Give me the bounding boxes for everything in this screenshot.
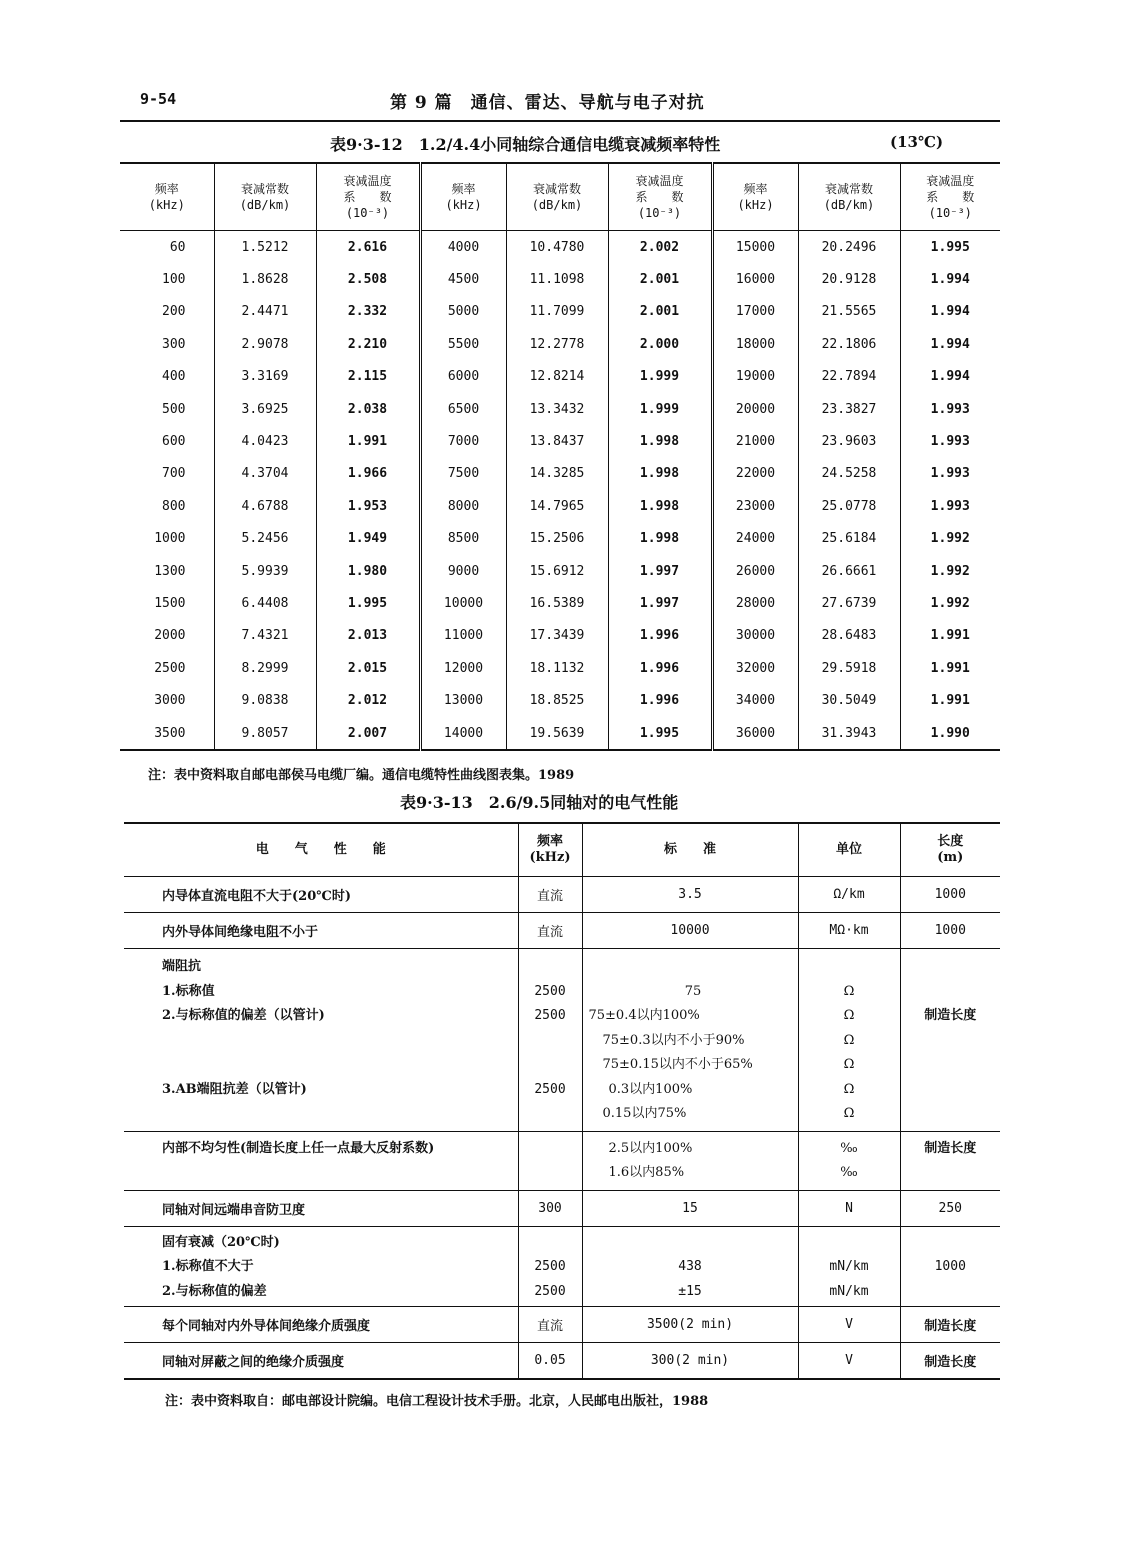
table-cell: 1.993 [900,425,1000,457]
property-cell: 端阻抗 1.标称值 2.与标称值的偏差（以管计) 3.AB端阻抗差（以管计) [124,949,518,1132]
header-unit: 单位 [798,823,900,877]
table-cell: 6500 [420,393,506,425]
table-cell: 34000 [712,684,798,716]
table-row [120,231,1000,264]
table-cell: 1.966 [316,458,420,490]
table-cell: 1.999 [608,393,712,425]
table-row [124,1343,1000,1380]
table-cell: 2.012 [316,684,420,716]
table-cell: 1.994 [900,263,1000,295]
table-cell: 20000 [712,393,798,425]
table-cell: 2.002 [608,231,712,264]
table-cell: 4.0423 [214,425,316,457]
table-cell: 200 [162,304,186,320]
table-cell: 15.6912 [506,555,608,587]
standard-cell: 15 [582,1190,798,1226]
property-cell: 固有衰减（20℃时) 1.标称值不大于 2.与标称值的偏差 [124,1226,518,1307]
table-cell: 1.5212 [214,231,316,264]
table-cell: 1.991 [900,652,1000,684]
table-row [120,523,1000,555]
table-cell: 1.991 [900,684,1000,716]
table-cell: 1.996 [608,652,712,684]
table-row [124,1307,1000,1343]
table-cell: 16.5389 [506,587,608,619]
table-cell: 14.3285 [506,458,608,490]
table-cell: 2500 [154,660,186,676]
property-cell: 同轴对间远端串音防卫度 [124,1190,518,1226]
freq-cell [518,1131,582,1190]
table-cell: 16000 [712,263,798,295]
table-cell: 1.995 [900,231,1000,264]
table-cell: 28000 [712,587,798,619]
table-cell: 28.6483 [798,620,900,652]
table-cell: 1.953 [316,490,420,522]
table-cell: 15000 [712,231,798,264]
length-cell: 1000 [900,877,1000,913]
table-cell: 1.995 [608,717,712,750]
table-row [124,913,1000,949]
table-cell: 4.6788 [214,490,316,522]
table-cell: 1.990 [900,717,1000,750]
unit-cell: Ω Ω Ω Ω Ω Ω [798,949,900,1132]
header-atten: 衰减常数 (dB/km) [798,163,900,231]
table-cell: 3500 [120,717,214,750]
table-row [120,620,1000,652]
table-cell: 29.5918 [798,652,900,684]
freq-cell: 直流 [518,877,582,913]
unit-cell: V [798,1307,900,1343]
header-length: 长度 (m) [900,823,1000,877]
table-row [120,425,1000,457]
table-cell: 4000 [420,231,506,264]
table-cell: 1.992 [900,587,1000,619]
table-cell: 1.993 [900,458,1000,490]
header-atten: 衰减常数 (dB/km) [506,163,608,231]
length-cell: 1000 [900,913,1000,949]
table-cell: 24000 [712,523,798,555]
table-cell: 17000 [712,296,798,328]
table-cell: 18000 [712,328,798,360]
header-freq: 频率 (kHz) [420,163,506,231]
table-row [120,393,1000,425]
table-cell: 11.7099 [506,296,608,328]
table-cell: 1.992 [900,523,1000,555]
table-cell: 17.3439 [506,620,608,652]
table-row [120,361,1000,393]
table-cell: 8000 [420,490,506,522]
property-cell: 内导体直流电阻不大于(20℃时) [124,877,518,913]
table-cell: 26.6661 [798,555,900,587]
coax-electrical-table [124,822,1000,1380]
property-cell: 每个同轴对内外导体间绝缘介质强度 [124,1307,518,1343]
length-cell: 制造长度 [900,1307,1000,1343]
table-cell: 3.3169 [214,361,316,393]
table-cell: 27.6739 [798,587,900,619]
standard-cell: 3.5 [582,877,798,913]
table-cell: 22000 [712,458,798,490]
table-cell: 10.4780 [506,231,608,264]
table-cell: 20.2496 [798,231,900,264]
table-cell: 8.2999 [214,652,316,684]
table-cell: 2.508 [316,263,420,295]
table-cell: 9.8057 [214,717,316,750]
table-cell: 4500 [420,263,506,295]
table-row [120,458,1000,490]
standard-cell: 2.5以内100% 1.6以内85% [582,1131,798,1190]
table-cell: 300 [162,336,186,352]
table-cell: 100 [162,272,186,288]
table-cell: 1.8628 [214,263,316,295]
freq-cell: 直流 [518,1307,582,1343]
table-cell: 19000 [712,361,798,393]
page-number: 9-54 [140,90,177,108]
table-cell: 2.001 [608,263,712,295]
attenuation-frequency-table [120,162,1000,751]
table-cell: 13000 [420,684,506,716]
table-cell: 700 [162,466,186,482]
length-cell: 制造长度 [900,949,1000,1132]
header-freq: 频率 (kHz) [712,163,798,231]
table-cell: 1.991 [900,620,1000,652]
table-cell: 7.4321 [214,620,316,652]
table-cell: 1.997 [608,555,712,587]
table-cell: 30.5049 [798,684,900,716]
table-cell: 2.9078 [214,328,316,360]
table-cell: 60 [169,239,186,255]
table-cell: 21.5565 [798,296,900,328]
table-cell: 19.5639 [506,717,608,750]
table-cell: 2.210 [316,328,420,360]
table-cell: 1.994 [900,328,1000,360]
table-row-attenuation [124,1226,1000,1307]
unit-cell: mN/km mN/km [798,1226,900,1307]
table-cell: 24.5258 [798,458,900,490]
table-cell: 600 [162,434,186,450]
table-cell: 2.616 [316,231,420,264]
table-cell: 1500 [154,595,186,611]
table-cell: 13.8437 [506,425,608,457]
table-cell: 1.998 [608,523,712,555]
table-cell: 14000 [420,717,506,750]
header-rule [120,120,1000,122]
table-cell: 3000 [154,693,186,709]
table-cell: 800 [162,498,186,514]
table-cell: 2.015 [316,652,420,684]
table1-temperature: (13℃) [890,133,944,151]
table1-note: 注：表中资料取自邮电部侯马电缆厂编。通信电缆特性曲线图表集。1989 [148,768,575,783]
table-cell: 18.8525 [506,684,608,716]
table-cell: 18.1132 [506,652,608,684]
table-cell: 1.991 [316,425,420,457]
header-frequency: 频率 (kHz) [518,823,582,877]
table-cell: 1300 [154,563,186,579]
standard-cell: 300(2 min) [582,1343,798,1380]
table-cell: 2.000 [608,328,712,360]
table-cell: 1.995 [316,587,420,619]
table-cell: 1.993 [900,490,1000,522]
running-head: 第 9 篇 通信、雷达、导航与电子对抗 [390,93,705,113]
table-cell: 11000 [420,620,506,652]
table-cell: 1.996 [608,684,712,716]
table-cell: 2.001 [608,296,712,328]
table-cell: 25.6184 [798,523,900,555]
table-cell: 7500 [420,458,506,490]
table-row [120,490,1000,522]
table-cell: 14.7965 [506,490,608,522]
table-row-impedance [124,949,1000,1132]
table-cell: 2000 [154,628,186,644]
table1-header-row [120,163,1000,231]
table-cell: 22.7894 [798,361,900,393]
table-cell: 2.013 [316,620,420,652]
length-cell: 1000 [900,1226,1000,1307]
header-standard: 标 准 [582,823,798,877]
standard-cell: 10000 [582,913,798,949]
table-cell: 5500 [420,328,506,360]
table-cell: 2.4471 [214,296,316,328]
header-freq: 频率 (kHz) [120,163,214,231]
standard-cell: 438 ±15 [582,1226,798,1307]
table-cell: 7000 [420,425,506,457]
table2-header-row [124,823,1000,877]
freq-cell: 300 [518,1190,582,1226]
unit-cell: Ω/km [798,877,900,913]
table-cell: 10000 [420,587,506,619]
table-row [120,263,1000,295]
table-cell: 32000 [712,652,798,684]
table-row [120,555,1000,587]
table-cell: 1.998 [608,458,712,490]
length-cell: 制造长度 [900,1343,1000,1380]
table-cell: 30000 [712,620,798,652]
table-cell: 2.007 [316,717,420,750]
table-row-nonuniform [124,1131,1000,1190]
header-temp-coef: 衰减温度 系 数 (10⁻³) [900,163,1000,231]
table-cell: 1.994 [900,361,1000,393]
table-row [120,296,1000,328]
standard-cell: 3500(2 min) [582,1307,798,1343]
table-row [120,328,1000,360]
table-cell: 1.993 [900,393,1000,425]
table-cell: 9.0838 [214,684,316,716]
table-row [120,587,1000,619]
table-cell: 23000 [712,490,798,522]
property-cell: 内部不均匀性(制造长度上任一点最大反射系数) [124,1131,518,1190]
table-cell: 26000 [712,555,798,587]
table-cell: 12000 [420,652,506,684]
table-cell: 4.3704 [214,458,316,490]
table-row [120,652,1000,684]
table-cell: 500 [162,401,186,417]
table-cell: 6000 [420,361,506,393]
table-cell: 25.0778 [798,490,900,522]
header-temp-coef: 衰减温度 系 数 (10⁻³) [316,163,420,231]
table-cell: 3.6925 [214,393,316,425]
table-cell: 11.1098 [506,263,608,295]
table-cell: 8500 [420,523,506,555]
table-row [124,1190,1000,1226]
table-cell: 1.999 [608,361,712,393]
table-cell: 23.3827 [798,393,900,425]
table-cell: 12.2778 [506,328,608,360]
table-cell: 1.949 [316,523,420,555]
table-cell: 400 [162,369,186,385]
table-cell: 36000 [712,717,798,750]
table-cell: 5.2456 [214,523,316,555]
table2-note: 注：表中资料取自：邮电部设计院编。电信工程设计技术手册。北京，人民邮电出版社，1988 [165,1394,709,1409]
table-cell: 1.980 [316,555,420,587]
table-cell: 20.9128 [798,263,900,295]
table-cell: 1.992 [900,555,1000,587]
table-cell: 1.996 [608,620,712,652]
table-cell: 5000 [420,296,506,328]
table-row [120,684,1000,716]
table-cell: 1.998 [608,425,712,457]
table-cell: 2.332 [316,296,420,328]
table-cell: 21000 [712,425,798,457]
property-cell: 同轴对屏蔽之间的绝缘介质强度 [124,1343,518,1380]
unit-cell: N [798,1190,900,1226]
header-property: 电 气 性 能 [124,823,518,877]
table-row [124,877,1000,913]
table-cell: 22.1806 [798,328,900,360]
length-cell: 制造长度 [900,1131,1000,1190]
header-temp-coef: 衰减温度 系 数 (10⁻³) [608,163,712,231]
table-cell: 31.3943 [798,717,900,750]
freq-cell: 2500 2500 [518,1226,582,1307]
freq-cell: 0.05 [518,1343,582,1380]
table-cell: 5.9939 [214,555,316,587]
length-cell: 250 [900,1190,1000,1226]
table-cell: 2.038 [316,393,420,425]
table-cell: 12.8214 [506,361,608,393]
unit-cell: ‰ ‰ [798,1131,900,1190]
table-cell: 9000 [420,555,506,587]
table-cell: 6.4408 [214,587,316,619]
table-cell: 13.3432 [506,393,608,425]
table2-title: 表9·3-13 2.6/9.5同轴对的电气性能 [400,793,679,812]
table-cell: 1000 [154,531,186,547]
unit-cell: MΩ·km [798,913,900,949]
table-cell: 15.2506 [506,523,608,555]
table-cell: 1.997 [608,587,712,619]
unit-cell: V [798,1343,900,1380]
table-cell: 23.9603 [798,425,900,457]
table-row [120,717,1000,750]
freq-cell: 2500 2500 2500 [518,949,582,1132]
table-cell: 1.994 [900,296,1000,328]
table1-title: 表9·3-12 1.2/4.4小同轴综合通信电缆衰减频率特性 [330,135,721,154]
property-cell: 内外导体间绝缘电阻不小于 [124,913,518,949]
standard-cell: 75 75±0.4以内100% 75±0.3以内不小于90% 75±0.15以内不小于65% 0.3以内100% 0.15以内75% [582,949,798,1132]
freq-cell: 直流 [518,913,582,949]
table-cell: 1.998 [608,490,712,522]
header-atten: 衰减常数 (dB/km) [214,163,316,231]
table-cell: 2.115 [316,361,420,393]
